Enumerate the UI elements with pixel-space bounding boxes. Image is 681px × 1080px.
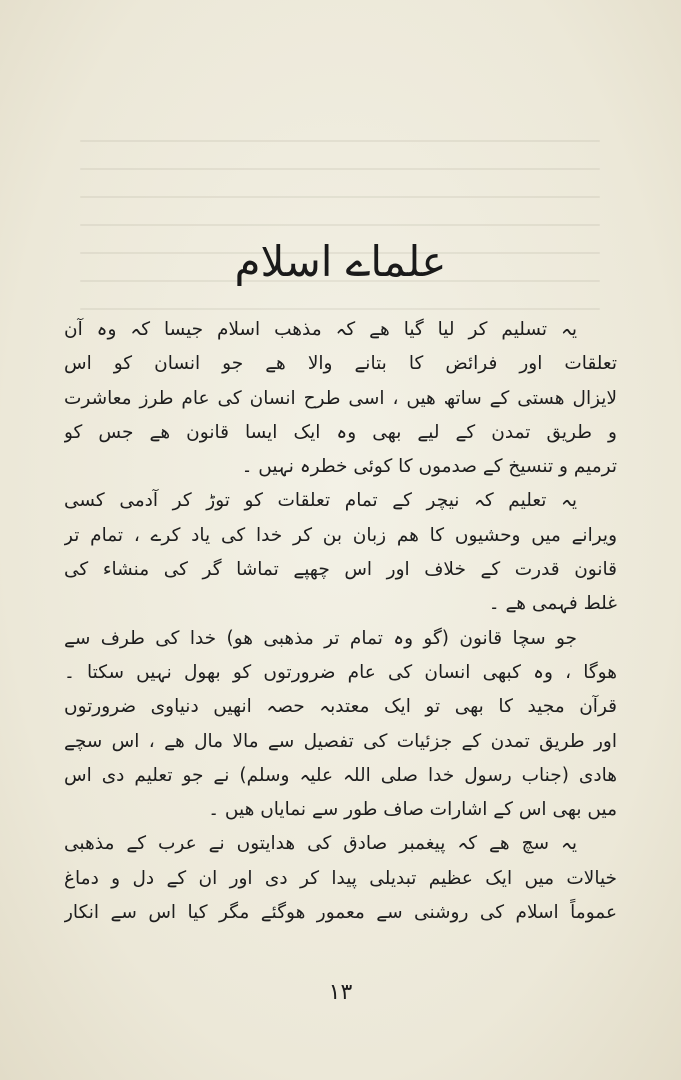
text-line: قرآن مجید کا بھی تو ایک معتدبہ حصہ انھیں دنیاوی ضرورتوں <box>64 696 617 718</box>
text-line: ویرانے میں وحشیوں کا ھم زبان بن کر خدا کی یاد کرے ، تمام تر <box>64 524 617 546</box>
text-line: و طریق تمدن کے لیے بھی وہ ایک ایسا قانون ھے جس کو <box>64 421 617 443</box>
text-line: لایزال ھستی کے ساتھ ھیں ، اسی طرح انسان کی عام طرز معاشرت <box>64 387 617 409</box>
text-line: ھادی (جناب رسول خدا صلی اللہ علیہ وسلم) نے جو تعلیم دی اس <box>64 764 617 786</box>
text-line: ترمیم و تنسیخ کے صدموں کا کوئی خطرہ نہیں ۔ <box>241 456 617 478</box>
text-line: عموماً اسلام کی روشنی سے معمور ھوگئے مگر کیا اس سے انکار <box>64 902 617 924</box>
body-text <box>64 313 617 930</box>
text-line: اور طریق تمدن کے جزئیات کی تفصیل سے مالا مال ھے ، اس سچے <box>64 730 617 752</box>
text-line: یہ سچ ھے کہ پیغمبر صادق کی ھدایتوں نے عرب کے مذھبی <box>64 833 577 855</box>
page-number: ۱۳ <box>328 980 353 1005</box>
text-line: جو سچا قانون (گو وہ تمام تر مذھبی ھو) خدا کی طرف سے <box>64 627 577 649</box>
text-line: تعلقات اور فرائض کا بتانے والا ھے جو انسان کو اس <box>64 353 617 375</box>
text-line: ھوگا ، وہ کبھی انسان کی عام ضرورتوں کو بھول نہیں سکتا ۔ <box>64 661 617 683</box>
text-line: یہ تسلیم کر لیا گیا ھے کہ مذھب اسلام جیسا کہ وہ آن <box>64 319 577 340</box>
text-line: قانون قدرت کے خلاف اور اس چھپے تماشا گر کی منشاء کی <box>64 559 617 581</box>
text-line: میں بھی اس کے اشارات صاف طور سے نمایاں ھیں ۔ <box>208 799 617 821</box>
text-line: خیالات میں ایک عظیم تبدیلی پیدا کر دی اور ان کے دل و دماغ <box>64 867 617 889</box>
text-line: یہ تعلیم کہ نیچر کے تمام تعلقات کو توڑ کر آدمی کسی <box>64 490 577 512</box>
text-line: غلط فہمی ھے ۔ <box>488 593 617 615</box>
page-title: علماے اسلام <box>234 237 447 286</box>
